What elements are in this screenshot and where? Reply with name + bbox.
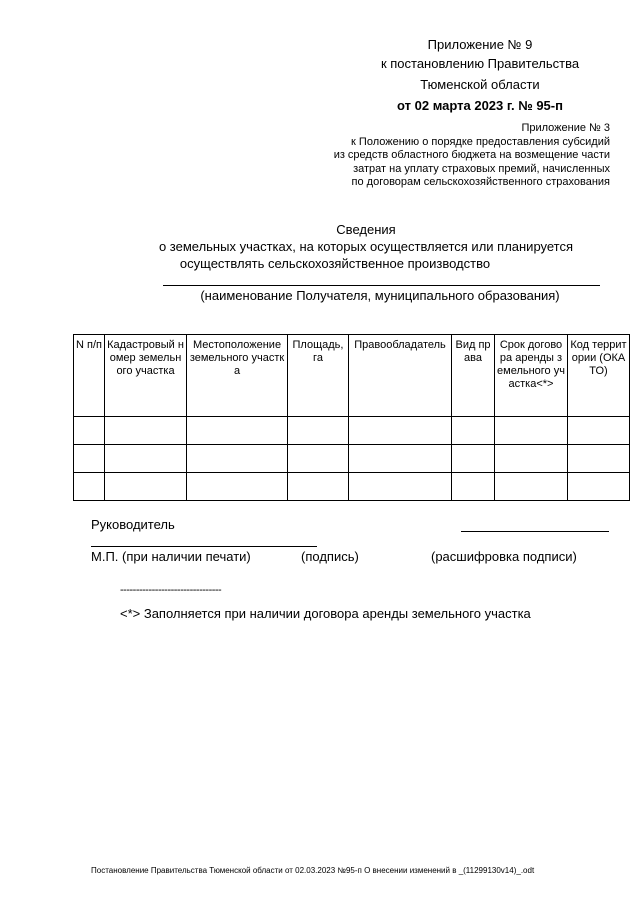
table-cell[interactable] xyxy=(288,473,349,501)
table-cell[interactable] xyxy=(568,473,630,501)
note-text: <*> Заполняется при наличии договора аренды земельного участка xyxy=(120,606,531,621)
table-cell[interactable] xyxy=(568,445,630,473)
table-cell[interactable] xyxy=(349,473,452,501)
table-cell[interactable] xyxy=(288,417,349,445)
appendix9-line4: от 02 марта 2023 г. № 95-п xyxy=(397,98,563,113)
table-cell[interactable] xyxy=(105,445,187,473)
table-cell[interactable] xyxy=(568,417,630,445)
appendix3-line2: к Положению о порядке предоставления субсидий xyxy=(351,135,610,148)
table-cell[interactable] xyxy=(74,473,105,501)
decode-label: (расшифровка подписи) xyxy=(431,549,577,564)
appendix3-line1: Приложение № 3 xyxy=(521,122,610,134)
table-cell[interactable] xyxy=(495,417,568,445)
recipient-caption: (наименование Получателя, муниципального образования) xyxy=(200,288,560,303)
table-cell[interactable] xyxy=(74,417,105,445)
land-plots-table xyxy=(73,334,630,501)
title-line1: Сведения xyxy=(336,222,396,237)
appendix9-block xyxy=(330,36,630,115)
appendix3-line5: по договорам сельскохозяйственного страхования xyxy=(351,176,610,188)
table-row xyxy=(74,445,630,473)
header-okato: Код территории (ОКАТО) xyxy=(568,335,630,417)
header-lease-term: Срок договора аренды земельного участка<*> xyxy=(495,335,568,417)
page-footer: Постановление Правительства Тюменской области от 02.03.2023 №95-п О внесении изменений в _(11299130v14)_.odt xyxy=(91,866,535,875)
table-cell[interactable] xyxy=(349,417,452,445)
table-cell[interactable] xyxy=(452,445,495,473)
header-right-type: Вид права xyxy=(452,335,495,417)
table-cell[interactable] xyxy=(105,417,187,445)
signature-line-right xyxy=(461,531,609,532)
head-label: Руководитель xyxy=(91,517,175,532)
title-line2: о земельных участках, на которых осуществляется или планируется xyxy=(158,239,574,254)
table-cell[interactable] xyxy=(349,445,452,473)
appendix9-line1: Приложение № 9 xyxy=(427,37,533,52)
note-separator: -------------------------------- xyxy=(120,584,222,596)
table-cell[interactable] xyxy=(495,473,568,501)
header-cadastral-number: Кадастровый номер земельного участка xyxy=(105,335,187,417)
header-area: Площадь, га xyxy=(288,335,349,417)
appendix9-line2: к постановлению Правительства xyxy=(380,56,580,71)
table-cell[interactable] xyxy=(187,445,288,473)
table-cell[interactable] xyxy=(452,473,495,501)
table-cell[interactable] xyxy=(105,473,187,501)
sign-label: (подпись) xyxy=(301,549,359,564)
title-line3: осуществлять сельскохозяйственное производство xyxy=(179,256,491,271)
table-cell[interactable] xyxy=(74,445,105,473)
table-row xyxy=(74,473,630,501)
stamp-label: М.П. (при наличии печати) xyxy=(91,549,251,564)
document-title xyxy=(136,221,596,272)
table-header-row xyxy=(74,335,630,417)
table-cell[interactable] xyxy=(187,473,288,501)
header-location: Местоположение земельного участка xyxy=(187,335,288,417)
header-owner: Правообладатель xyxy=(349,335,452,417)
header-number: N п/п xyxy=(74,335,105,417)
table-cell[interactable] xyxy=(187,417,288,445)
table-cell[interactable] xyxy=(288,445,349,473)
appendix3-block xyxy=(190,122,610,190)
appendix3-line4: затрат на уплату страховых премий, начисленных xyxy=(353,162,610,175)
appendix3-line3: из средств областного бюджета на возмещение части xyxy=(333,149,610,161)
appendix9-line3: Тюменской области xyxy=(420,77,540,92)
table-cell[interactable] xyxy=(495,445,568,473)
table-cell[interactable] xyxy=(452,417,495,445)
table-row xyxy=(74,417,630,445)
